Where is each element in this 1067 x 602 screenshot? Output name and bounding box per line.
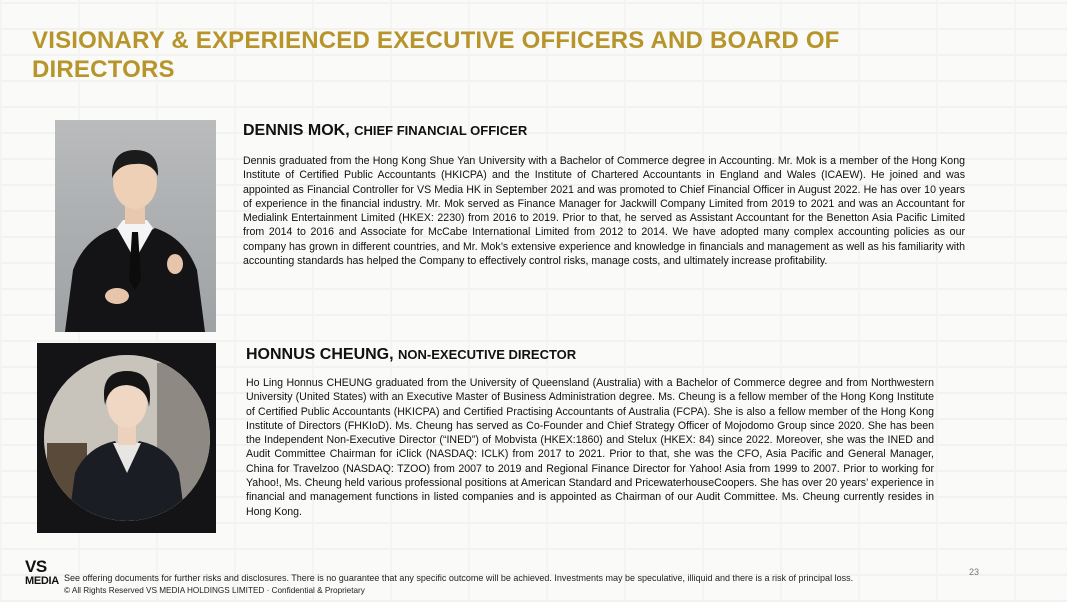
logo-line-1: VS [25, 557, 47, 576]
bio-name: HONNUS CHEUNG, [246, 346, 394, 363]
footer-disclaimer: See offering documents for further risks and disclosures. There is no guarantee that any specific outcome will be achieved. Investments may be speculative, illiquid and there is a risk of principal loss. [64, 573, 854, 583]
bio-text-dennis-mok: Dennis graduated from the Hong Kong Shue Yan University with a Bachelor of Commerce degree in Accounting. Mr. Mok is a member of the Hong Kong Institute of Certified Public Accountants (HKICPA) and the Institute of Chartered Accountants in England and Wales (ICAEW). He joined and was appointed as Financial Controller for VS Media HK in September 2021 and was promoted to Chief Financial Officer in August 2022. He has over 10 years of experience in the financial industry. Mr. Mok served as Finance Manager for Jackwill Company Limited from 2019 to 2021 and was an Accountant for Medialink Entertainment Limited (HKEX: 2230) from 2016 to 2019. Prior to that, he served as Assistant Accountant for the Benetton Asia Pacific Limited from 2014 to 2016 and Associate for McCabe International Limited from 2012 to 2014. We have adopted many complex accounting policies as our company has grown in different countries, and Mr. Mok’s extensive experience and knowledge in financials and management as well as his familiarity with accounting standards has helped the Company to effectively control risks, manage costs, and ultimately increase profitability. [243, 155, 965, 268]
vs-media-logo [25, 557, 59, 588]
bio-role: CHIEF FINANCIAL OFFICER [354, 123, 528, 138]
page-number: 23 [969, 567, 980, 577]
portrait-photo-honnus-cheung [37, 343, 216, 533]
logo-line-2: MEDIA [25, 575, 59, 587]
bio-heading-dennis-mok [243, 122, 527, 140]
footer-copyright: © All Rights Reserved VS MEDIA HOLDINGS LIMITED · Confidential & Proprietary [64, 586, 365, 595]
portrait-photo-dennis-mok [55, 120, 216, 332]
bio-heading-honnus-cheung [246, 346, 576, 364]
bio-text-honnus-cheung: Ho Ling Honnus CHEUNG graduated from the University of Queensland (Australia) with a Bachelor of Commerce degree and from Northwestern University (United States) with an Executive Master of Business Administration degree. Ms. Cheung is a fellow member of the Hong Kong Institute of Certified Public Accountants (HKICPA) and Certified Practising Accountants of Australia (FCPA). She is also a fellow member of the Hong Kong Institute of Directors (FHKIoD). Ms. Cheung has served as Co-Founder and Chief Strategy Officer of Mojodomo Group since 2020. She has been the Independent Non-Executive Director (“INED”) of Mobvista (HKEX:1860) and Stelux (HKEX: 84) since 2022. Moreover, she was the INED and Audit Committee Chairman for iClick (NASDAQ: ICLK) from 2017 to 2021. Prior to that, she was the CFO, Asia Pacific and General Manager, China for Travelzoo (NASDAQ: TZOO) from 2007 to 2019 and Regional Finance Director for Yahoo! Asia from 1999 to 2007. Prior to working for Yahoo!, Ms. Cheung held various professional positions at American Standard and PricewaterhouseCoopers. She has over 20 years’ experience in financial and management functions in listed companies and is appointed as Chairman of our Audit Committee. Ms. Cheung currently resides in Hong Kong. [246, 377, 934, 518]
bio-name: DENNIS MOK, [243, 122, 350, 139]
bio-role: NON-EXECUTIVE DIRECTOR [398, 347, 577, 362]
page-title: VISIONARY & EXPERIENCED EXECUTIVE OFFICERS AND BOARD OF DIRECTORS [32, 27, 840, 83]
